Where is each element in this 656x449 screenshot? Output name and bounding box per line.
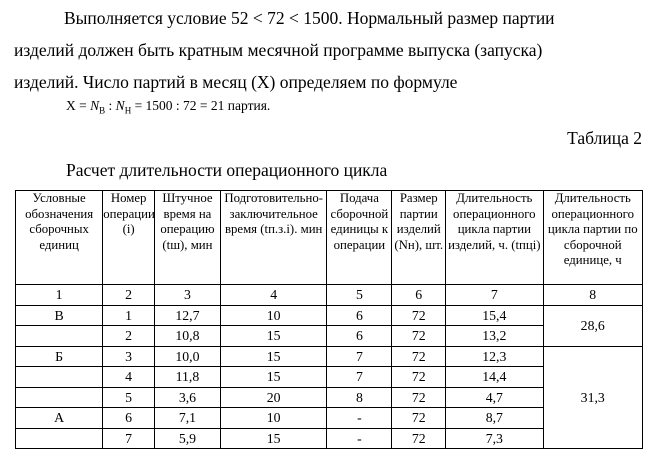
table-cell: 8,7 (446, 408, 543, 429)
table-cell: 72 (392, 387, 446, 408)
paragraph-line-1: Выполняется условие 52 < 72 < 1500. Нормальный размер партии (64, 8, 555, 28)
table-number-row (16, 285, 643, 306)
table-cell: 72 (392, 346, 446, 367)
calc-table (15, 190, 643, 449)
table-cell: 6 (327, 305, 392, 326)
table-cell (16, 428, 103, 449)
table-cell: 15,4 (446, 305, 543, 326)
header-cell: Штучное время на операцию (tш), мин (154, 191, 220, 285)
table-cell: 1 (103, 305, 155, 326)
table-cell: 6 (327, 326, 392, 347)
table-cell: 11,8 (154, 367, 220, 388)
table-cell: 7 (446, 285, 543, 306)
table-cell: 1 (16, 285, 103, 306)
table-cell: 10 (220, 408, 327, 429)
table-cell (16, 326, 103, 347)
table-cell: 72 (392, 326, 446, 347)
table-cell: 7 (103, 428, 155, 449)
header-cell: Подготовительно-заключительное время (tп.з.i). мин (220, 191, 327, 285)
table-cell: 72 (392, 428, 446, 449)
table-cell: 2 (103, 285, 155, 306)
table-row (16, 346, 643, 367)
table-cell: 13,2 (446, 326, 543, 347)
paragraph-line-2: изделий должен быть кратным месячной программе выпуска (запуска) (14, 40, 543, 60)
table-cell: 72 (392, 305, 446, 326)
formula: $X = N_В$ : $N_Н = 1500$ : 72 = 21 партия. (66, 98, 271, 116)
paragraph-line-3: изделий. Число партий в месяц (X) определяем по формуле (14, 72, 458, 92)
table-cell: - (327, 428, 392, 449)
table-cell: 2 (103, 326, 155, 347)
table-cell: 4,7 (446, 387, 543, 408)
table-cell: 72 (392, 408, 446, 429)
table-cell: 10,0 (154, 346, 220, 367)
table-cell (16, 367, 103, 388)
table-cell (16, 387, 103, 408)
table-caption: Расчет длительности операционного цикла (66, 160, 388, 180)
table-cell: 12,7 (154, 305, 220, 326)
table-row (16, 305, 643, 326)
table-cell: Б (16, 346, 103, 367)
total-cell: 31,3 (543, 346, 642, 449)
table-cell: 4 (103, 367, 155, 388)
table-cell: 12,3 (446, 346, 543, 367)
header-cell: Размер партии изделий (Nн), шт. (392, 191, 446, 285)
table-cell: 7 (327, 367, 392, 388)
table-cell: 7,3 (446, 428, 543, 449)
table-label: Таблица 2 (567, 128, 642, 148)
table-cell: 5,9 (154, 428, 220, 449)
table-cell: 8 (327, 387, 392, 408)
table-cell: 20 (220, 387, 327, 408)
table-cell: 5 (103, 387, 155, 408)
header-cell: Длительность операционного цикла партии изделий, ч. (tпцi) (446, 191, 543, 285)
header-cell: Подача сборочной единицы к операции (327, 191, 392, 285)
table-cell: 5 (327, 285, 392, 306)
table-cell: 7 (327, 346, 392, 367)
header-cell: Номер операции (i) (103, 191, 155, 285)
table-cell: 8 (543, 285, 642, 306)
table-cell: 7,1 (154, 408, 220, 429)
table-cell: 10,8 (154, 326, 220, 347)
table-cell: 3 (154, 285, 220, 306)
table-cell: 15 (220, 346, 327, 367)
table-cell: А (16, 408, 103, 429)
table-cell: 15 (220, 428, 327, 449)
table-cell: В (16, 305, 103, 326)
table-cell: 15 (220, 326, 327, 347)
table-cell: 15 (220, 367, 327, 388)
header-cell: Условные обозначения сборочных единиц (16, 191, 103, 285)
table-cell: 10 (220, 305, 327, 326)
header-cell: Длительность операционного цикла партии по сборочной единице, ч (543, 191, 642, 285)
table-header-row (16, 191, 643, 285)
table-cell: 72 (392, 367, 446, 388)
table-cell: 14,4 (446, 367, 543, 388)
table-cell: 6 (392, 285, 446, 306)
total-cell: 28,6 (543, 305, 642, 346)
table-cell: 3,6 (154, 387, 220, 408)
table-cell: - (327, 408, 392, 429)
table-cell: 4 (220, 285, 327, 306)
table-cell: 3 (103, 346, 155, 367)
table-cell: 6 (103, 408, 155, 429)
